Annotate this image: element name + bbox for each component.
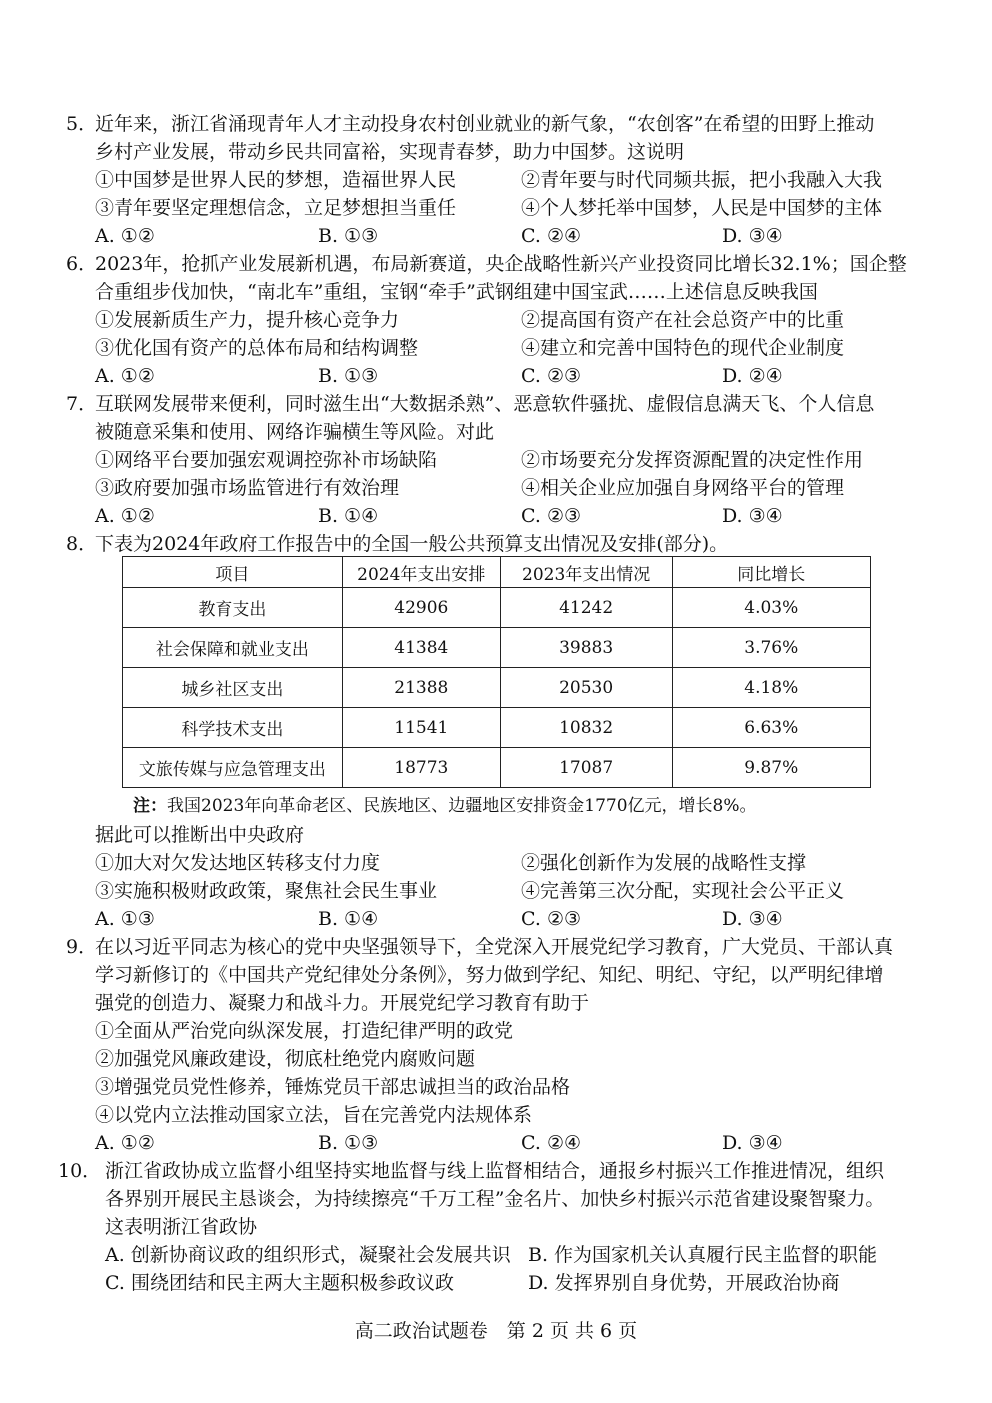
answer-choice: D. ③④	[722, 908, 783, 930]
question-number: 5．	[66, 113, 98, 135]
answer-choice: A. 创新协商议政的组织形式，凝聚社会发展共识	[105, 1244, 511, 1266]
answer-choice: B. ①③	[318, 365, 379, 387]
answer-choice: D. ③④	[722, 1132, 783, 1154]
question-number: 6．	[66, 253, 98, 275]
statement-item: ②强化创新作为发展的战略性支撑	[521, 852, 807, 874]
statement-item: ①发展新质生产力，提升核心竞争力	[95, 309, 400, 331]
statement-item: ③青年要坚定理想信念，立足梦想担当重任	[95, 197, 457, 219]
question-stem: 近年来，浙江省涌现青年人才主动投身农村创业就业的新气象，“农创客”在希望的田野上推动	[95, 113, 875, 135]
answer-choice: A. ①②	[95, 505, 155, 527]
table-cell: 社会保障和就业支出	[123, 628, 343, 668]
question-number: 8．	[66, 533, 98, 555]
question-number: 7．	[66, 393, 98, 415]
question-stem: 浙江省政协成立监督小组坚持实地监督与线上监督相结合，通报乡村振兴工作推进情况，组织	[105, 1160, 885, 1182]
question-stem: 下表为2024年政府工作报告中的全国一般公共预算支出情况及安排(部分)。	[95, 533, 729, 555]
statement-item: ②青年要与时代同频共振，把小我融入大我	[521, 169, 883, 191]
note-label: 注：	[133, 796, 167, 816]
note-text: 我国2023年向革命老区、民族地区、边疆地区安排资金1770亿元，增长8%。	[167, 796, 757, 816]
table-cell: 3.76%	[672, 628, 870, 668]
question-stem: 在以习近平同志为核心的党中央坚强领导下，全党深入开展党纪学习教育，广大党员、干部认真	[95, 936, 894, 958]
question-stem: 互联网发展带来便利，同时滋生出“大数据杀熟”、恶意软件骚扰、虚假信息满天飞、个人信息	[95, 393, 875, 415]
table-cell: 42906	[342, 588, 500, 628]
answer-choice: B. ①④	[318, 908, 379, 930]
answer-choice: D. ③④	[722, 505, 783, 527]
question-number: 9．	[66, 936, 98, 958]
statement-item: ①全面从严治党向纵深发展，打造纪律严明的政党	[95, 1020, 514, 1042]
table-note	[133, 794, 757, 818]
statement-item: ④完善第三次分配，实现社会公平正义	[521, 880, 845, 902]
answer-choice: D. 发挥界别自身优势，开展政治协商	[528, 1272, 840, 1294]
budget-table	[122, 556, 871, 788]
question-stem: 据此可以推断出中央政府	[95, 824, 305, 846]
table-cell: 科学技术支出	[123, 708, 343, 748]
table-header-row	[123, 557, 871, 588]
statement-item: ④相关企业应加强自身网络平台的管理	[521, 477, 845, 499]
answer-choice: D. ③④	[722, 225, 783, 247]
table-cell: 21388	[342, 668, 500, 708]
statement-item: ①中国梦是世界人民的梦想，造福世界人民	[95, 169, 457, 191]
question-stem: 合重组步伐加快，“南北车”重组，宝钢“牵手”武钢组建中国宝武……上述信息反映我国	[95, 281, 818, 303]
table-cell: 9.87%	[672, 748, 870, 788]
table-cell: 18773	[342, 748, 500, 788]
answer-choice: C. 围绕团结和民主两大主题积极参政议政	[105, 1272, 454, 1294]
question-stem: 被随意采集和使用、网络诈骗横生等风险。对此	[95, 421, 495, 443]
answer-choice: C. ②③	[521, 365, 582, 387]
question-stem: 2023年，抢抓产业发展新机遇，布局新赛道，央企战略性新兴产业投资同比增长32.1%；国企整	[95, 253, 907, 275]
answer-choice: B. ①④	[318, 505, 379, 527]
statement-item: ③优化国有资产的总体布局和结构调整	[95, 337, 419, 359]
question-stem: 各界别开展民主恳谈会，为持续擦亮“千万工程”金名片、加快乡村振兴示范省建设聚智聚力。	[105, 1188, 885, 1210]
table-cell: 4.18%	[672, 668, 870, 708]
statement-item: ①网络平台要加强宏观调控弥补市场缺陷	[95, 449, 438, 471]
table-row	[123, 588, 871, 628]
answer-choice: D. ②④	[722, 365, 783, 387]
statement-item: ④建立和完善中国特色的现代企业制度	[521, 337, 845, 359]
table-cell: 6.63%	[672, 708, 870, 748]
statement-item: ③实施积极财政政策，聚焦社会民生事业	[95, 880, 438, 902]
question-stem: 学习新修订的《中国共产党纪律处分条例》，努力做到学纪、知纪、明纪、守纪，以严明纪律增	[95, 964, 884, 986]
column-header: 同比增长	[672, 557, 870, 588]
table-row	[123, 708, 871, 748]
question-number: 10．	[58, 1160, 102, 1182]
statement-item: ④以党内立法推动国家立法，旨在完善党内法规体系	[95, 1104, 533, 1126]
statement-item: ②市场要充分发挥资源配置的决定性作用	[521, 449, 864, 471]
answer-choice: C. ②③	[521, 505, 582, 527]
table-cell: 17087	[500, 748, 672, 788]
column-header: 项目	[123, 557, 343, 588]
statement-item: ②加强党风廉政建设，彻底杜绝党内腐败问题	[95, 1048, 476, 1070]
statement-item: ③增强党员党性修养，锤炼党员干部忠诚担当的政治品格	[95, 1076, 571, 1098]
table-cell: 文旅传媒与应急管理支出	[123, 748, 343, 788]
answer-choice: A. ①②	[95, 365, 155, 387]
table-cell: 20530	[500, 668, 672, 708]
table-cell: 教育支出	[123, 588, 343, 628]
question-stem: 这表明浙江省政协	[105, 1216, 258, 1238]
answer-choice: A. ①②	[95, 1132, 155, 1154]
answer-choice: B. ①③	[318, 225, 379, 247]
table-row	[123, 748, 871, 788]
statement-item: ④个人梦托举中国梦，人民是中国梦的主体	[521, 197, 883, 219]
table-cell: 4.03%	[672, 588, 870, 628]
table-cell: 11541	[342, 708, 500, 748]
table-cell: 39883	[500, 628, 672, 668]
answer-choice: C. ②③	[521, 908, 582, 930]
table-cell: 41242	[500, 588, 672, 628]
page-footer: 高二政治试题卷 第 2 页 共 6 页	[354, 1320, 638, 1342]
table-row	[123, 668, 871, 708]
answer-choice: B. 作为国家机关认真履行民主监督的职能	[528, 1244, 878, 1266]
answer-choice: A. ①③	[95, 908, 155, 930]
column-header: 2024年支出安排	[342, 557, 500, 588]
question-stem: 乡村产业发展，带动乡民共同富裕，实现青春梦，助力中国梦。这说明	[95, 141, 685, 163]
statement-item: ①加大对欠发达地区转移支付力度	[95, 852, 381, 874]
column-header: 2023年支出情况	[500, 557, 672, 588]
statement-item: ③政府要加强市场监管进行有效治理	[95, 477, 400, 499]
statement-item: ②提高国有资产在社会总资产中的比重	[521, 309, 845, 331]
table-row	[123, 628, 871, 668]
answer-choice: A. ①②	[95, 225, 155, 247]
answer-choice: C. ②④	[521, 225, 582, 247]
answer-choice: C. ②④	[521, 1132, 582, 1154]
table-cell: 41384	[342, 628, 500, 668]
answer-choice: B. ①③	[318, 1132, 379, 1154]
table-cell: 10832	[500, 708, 672, 748]
question-stem: 强党的创造力、凝聚力和战斗力。开展党纪学习教育有助于	[95, 992, 590, 1014]
table-cell: 城乡社区支出	[123, 668, 343, 708]
